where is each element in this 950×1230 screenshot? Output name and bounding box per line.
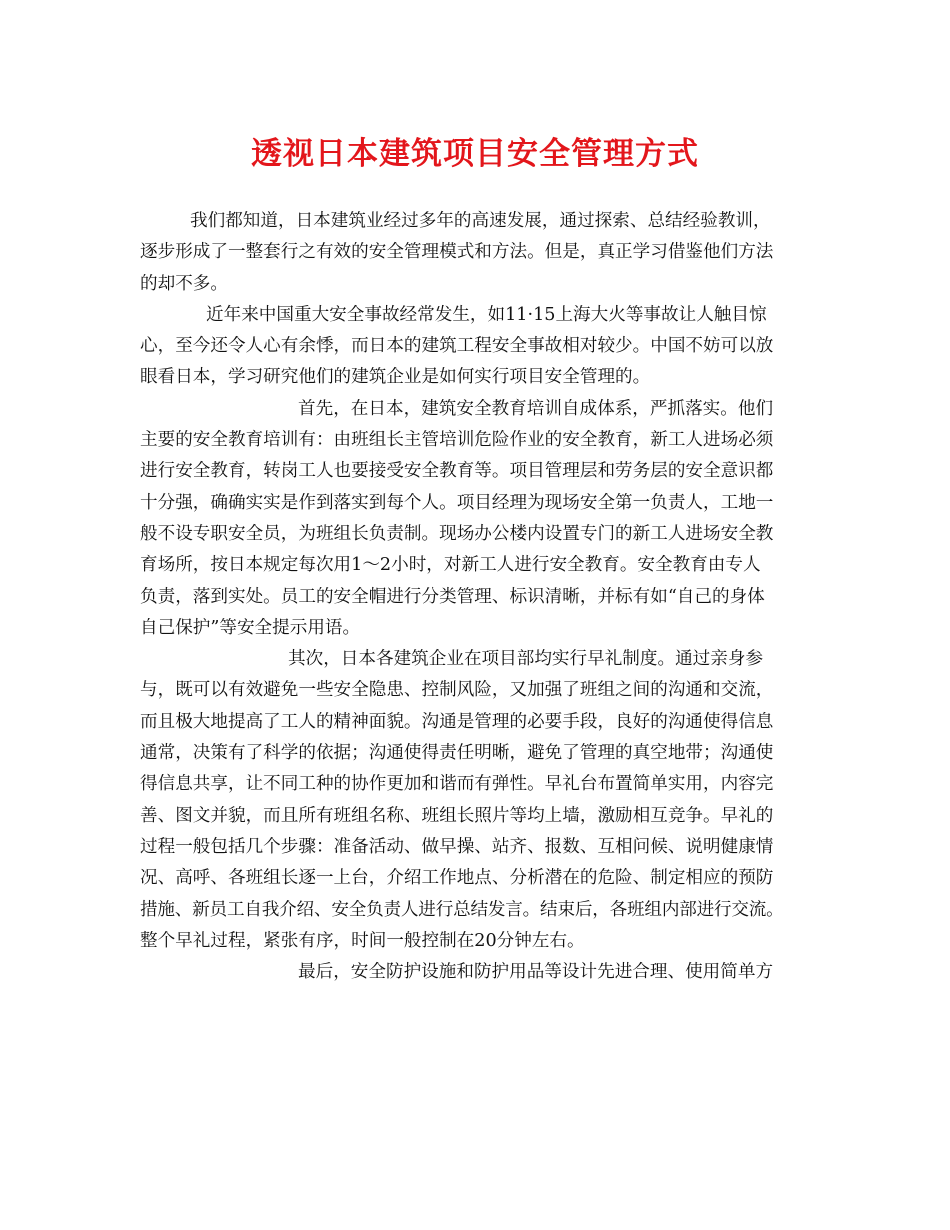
paragraph-line: 而且极大地提高了工人的精神面貌。沟通是管理的必要手段，良好的沟通使得信息 [140, 711, 774, 732]
document-body [140, 206, 826, 988]
document-title: 透视日本建筑项目安全管理方式 [251, 136, 699, 172]
paragraph-line: 其次，日本各建筑企业在项目部均实行早礼制度。通过亲身参 [288, 649, 764, 670]
paragraph-line: 最后，安全防护设施和防护用品等设计先进合理、使用简单方 [298, 962, 774, 983]
paragraph-line: 心，至今还令人心有余悸，而日本的建筑工程安全事故相对较少。中国不妨可以放 [140, 336, 774, 357]
paragraph-line: 况、高呼、各班组长逐一上台，介绍工作地点、分析潜在的危险、制定相应的预防 [140, 868, 774, 889]
paragraph-line: 与，既可以有效避免一些安全隐患、控制风险，又加强了班组之间的沟通和交流， [140, 680, 774, 701]
paragraph-line: 自己保护”等安全提示用语。 [140, 617, 361, 638]
paragraph-line: 得信息共享，让不同工种的协作更加和谐而有弹性。早礼台布置简单实用，内容完 [140, 774, 774, 795]
paragraph-line: 主要的安全教育培训有：由班组长主管培训危险作业的安全教育，新工人进场必须 [140, 430, 774, 451]
paragraph-line: 善、图文并貌，而且所有班组名称、班组长照片等均上墙，激励相互竞争。早礼的 [140, 805, 774, 826]
paragraph-line: 的却不多。 [140, 273, 228, 294]
paragraph-line: 育场所，按日本规定每次用1～2小时，对新工人进行安全教育。安全教育由专人 [140, 555, 761, 576]
paragraph-line: 首先，在日本，建筑安全教育培训自成体系，严抓落实。他们 [298, 398, 774, 419]
paragraph-line: 整个早礼过程，紧张有序，时间一般控制在20分钟左右。 [140, 930, 585, 951]
paragraph-line: 眼看日本，学习研究他们的建筑企业是如何实行项目安全管理的。 [140, 367, 651, 388]
paragraph-line: 逐步形成了一整套行之有效的安全管理模式和方法。但是，真正学习借鉴他们方法 [140, 242, 774, 263]
paragraph-line: 十分强，确确实实是作到落实到每个人。项目经理为现场安全第一负责人，工地一 [140, 492, 774, 513]
paragraph-line: 过程一般包括几个步骤：准备活动、做早操、站齐、报数、互相问候、说明健康情 [140, 836, 774, 857]
paragraph-line: 负责，落到实处。员工的安全帽进行分类管理、标识清晰，并标有如“自己的身体 [140, 586, 765, 607]
paragraph-line: 般不设专职安全员，为班组长负责制。现场办公楼内设置专门的新工人进场安全教 [140, 523, 774, 544]
paragraph-line: 进行安全教育，转岗工人也要接受安全教育等。项目管理层和劳务层的安全意识都 [140, 461, 774, 482]
paragraph-line: 措施、新员工自我介绍、安全负责人进行总结发言。结束后，各班组内部进行交流。 [140, 899, 784, 920]
paragraph-line: 我们都知道，日本建筑业经过多年的高速发展，通过探索、总结经验教训， [190, 211, 771, 231]
paragraph-line: 通常，决策有了科学的依据；沟通使得责任明晰，避免了管理的真空地带；沟通使 [140, 743, 774, 764]
paragraph-line: 近年来中国重大安全事故经常发生，如11·15上海大火等事故让人触目惊 [206, 304, 767, 325]
